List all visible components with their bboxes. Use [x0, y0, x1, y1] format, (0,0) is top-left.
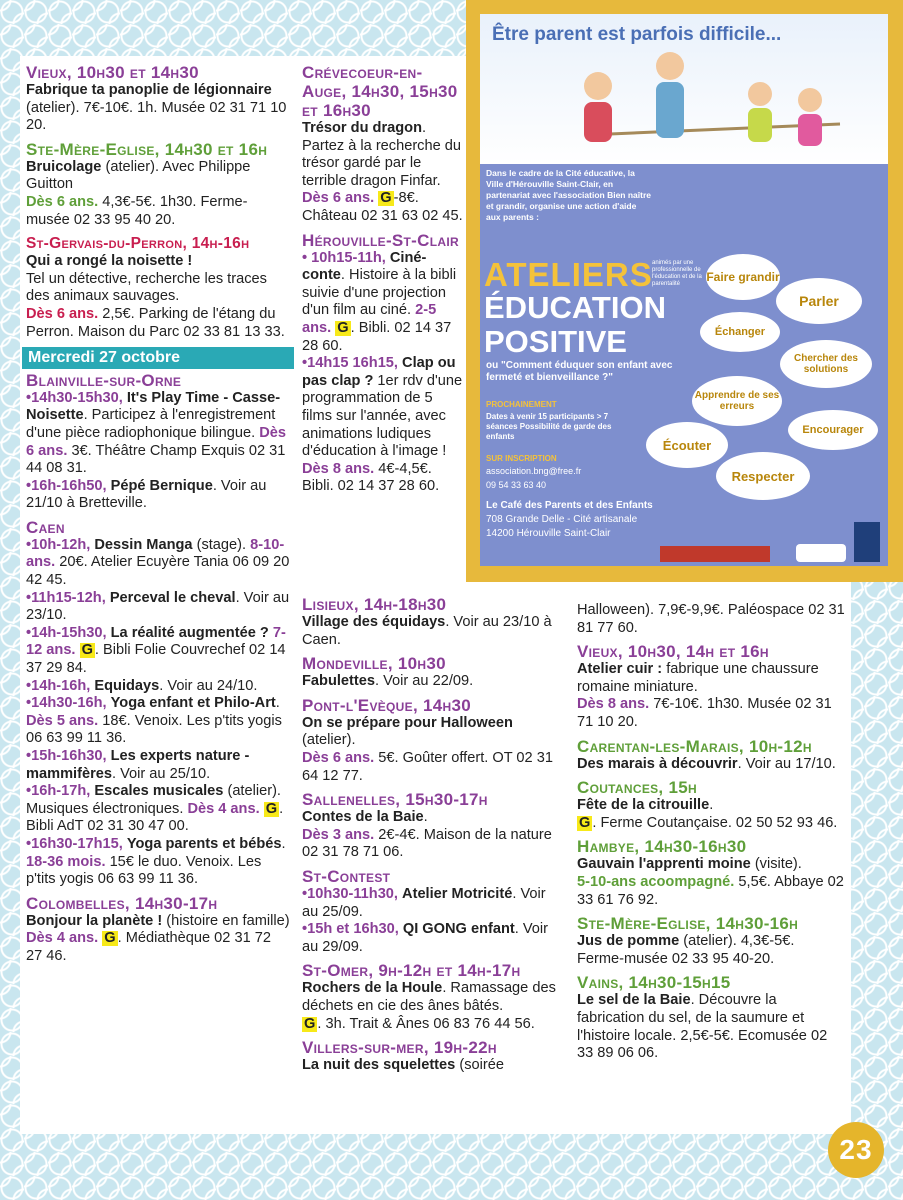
- poster-bubble: Écouter: [646, 422, 728, 468]
- city-heading: Crévecoeur-en-Auge, 14h30, 15h30 et 16h30: [302, 63, 458, 120]
- event: Fête de la citrouille. G . Ferme Coutançaise. 02 50 52 93 46.: [577, 797, 838, 831]
- event: Des marais à découvrir. Voir au 17/10.: [577, 755, 836, 772]
- event-continued: Halloween). 7,9€-9,9€. Paléospace 02 31 81 77 60.: [577, 602, 845, 636]
- poster-illustration-area: [480, 14, 888, 164]
- event: Contes de la Baie. Dès 3 ans. 2€-4€. Maison de la nature 02 31 78 71 06.: [302, 809, 552, 861]
- event: •16h-16h50, Pépé Bernique. Voir au 21/10 à Bretteville.: [26, 477, 267, 512]
- event: Trésor du dragon. Partez à la recherche du trésor gardé par le terrible dragon Finfar. Dès 6 ans. G -8€. Château 02 31 63 02 45.: [302, 120, 463, 224]
- poster-title-1: ATELIERS: [484, 256, 653, 293]
- gratuit-badge: G: [104, 930, 116, 947]
- city-heading: St-Gervais-du-Perron, 14h-16h: [26, 235, 250, 253]
- partner-logo-icon: [660, 546, 770, 562]
- city-heading: Lisieux, 14h-18h30: [302, 595, 447, 614]
- gratuit-badge: G: [265, 800, 278, 817]
- event: •15h-16h30, Les experts nature - mammifères. Voir au 25/10.: [26, 748, 250, 782]
- city-heading: Ste-Mère-Eglise, 14h30-16h: [577, 914, 799, 934]
- city-heading: Vieux, 10h30 et 14h30: [26, 63, 199, 82]
- gratuit-badge: G: [579, 814, 591, 831]
- event: •14h30-16h, Yoga enfant et Philo-Art. Dès 5 ans. 18€. Venoix. Les p'tits yogis 06 63 99 11 36.: [26, 695, 282, 747]
- cite-educative-logo-icon: [796, 544, 846, 562]
- poster-cafe-address-1: 708 Grande Delle - Cité artisanale: [486, 514, 638, 525]
- city-heading: Colombelles, 14h30-17h: [26, 893, 218, 913]
- city-heading: St-Omer, 9h-12h et 14h-17h: [302, 961, 521, 981]
- poster-title-3: POSITIVE: [484, 324, 627, 359]
- poster-intro: Dans le cadre de la Cité éducative, la Ville d'Hérouville Saint-Clair, en partenariat avec l'association Bien naître et grandir, organise une action d'aide aux parents :: [486, 168, 652, 222]
- poster-bubble: Respecter: [716, 452, 810, 500]
- poster-subtitle: ou "Comment éduquer son enfant avec fermeté et bienveillance ?": [486, 360, 673, 383]
- city-heading: Hambye, 14h30-16h30: [577, 837, 747, 857]
- event: Fabrique ta panoplie de légionnaire (atelier). 7€-10€. 1h. Musée 02 31 71 10 20.: [26, 82, 287, 134]
- event: •14h-15h30, La réalité augmentée ? 7-12 ans. G . Bibli Folie Couvrechef 02 14 37 29 84.: [26, 624, 286, 677]
- herouville-logo-icon: [854, 522, 880, 562]
- column-3: [577, 602, 845, 1063]
- event: •14h30-15h30, It's Play Time - Casse-Noisette. Participez à l'enregistrement d'une pièce radiophonique bilingue. Dès 6 ans. 3€. Théâtre Champ Exquis 02 31 44 08 31.: [26, 389, 287, 477]
- poster-headline: Être parent est parfois difficile...: [492, 24, 782, 45]
- city-heading: Mondeville, 10h30: [302, 654, 446, 674]
- event: •16h30-17h15, Yoga parents et bébés. 18-36 mois. 15€ le duo. Venoix. Les p'tits yogis 06 63 99 11 36.: [26, 835, 286, 888]
- poster-email: association.bng@free.fr: [486, 466, 582, 476]
- poster-bubble: Faire grandir: [706, 254, 780, 300]
- event: Rochers de la Houle. Ramassage des déchets en cie des ânes bâtés. G . 3h. Trait & Ânes 06 83 76 44 56.: [302, 980, 556, 1032]
- gratuit-badge: G: [81, 642, 93, 659]
- event: • 10h15-11h, Ciné-conte. Histoire à la bibli suivie d'une projection d'un film au ciné. 2-5 ans. G . Bibli. 02 14 37 28 60.: [302, 249, 457, 354]
- city-heading: St-Contest: [302, 866, 391, 886]
- city-heading: Hérouville-St-Clair: [302, 230, 459, 250]
- event: •16h-17h, Escales musicales (atelier). Musiques électroniques. Dès 4 ans. G . Bibli AdT 02 31 30 47 00.: [26, 783, 284, 835]
- event: Gauvain l'apprenti moine (visite). 5-10-ans acoompagné. 5,5€. Abbaye 02 33 61 76 92.: [577, 856, 844, 908]
- gratuit-badge: G: [304, 1015, 316, 1032]
- event: •10h30-11h30, Atelier Motricité. Voir au 25/09.: [302, 885, 546, 920]
- poster-bubble: Parler: [776, 278, 862, 324]
- poster-ad: [466, 0, 903, 582]
- gratuit-badge: G: [337, 319, 349, 336]
- city-heading: Pont-l'Evèque, 14h30: [302, 695, 471, 715]
- column-2: [302, 58, 464, 496]
- gratuit-badge: G: [380, 190, 392, 207]
- city-heading: Sallenelles, 15h30-17h: [302, 790, 488, 810]
- page-number: 23: [828, 1122, 884, 1178]
- column-1: [26, 58, 290, 966]
- city-heading: Blainville-sur-Orne: [26, 370, 182, 390]
- city-heading: Carentan-les-Marais, 10h-12h: [577, 736, 812, 756]
- city-heading: Vains, 14h30-15h15: [577, 973, 731, 993]
- poster-bubble: Chercher des solutions: [780, 340, 872, 388]
- poster-bubble: Échanger: [700, 312, 780, 352]
- event: Le sel de la Baie. Découvre la fabrication du sel, de la saumure et l'histoire locale. 2,5€-5€. Ecomusée 02 33 89 06 06.: [577, 992, 828, 1062]
- poster-prochainement-label: PROCHAINEMENT: [486, 400, 557, 409]
- poster-inscription-label: SUR INSCRIPTION: [486, 454, 557, 463]
- event: La nuit des squelettes (soirée: [302, 1057, 504, 1074]
- event: •14h-16h, Equidays. Voir au 24/10.: [26, 677, 258, 694]
- event: On se prépare pour Halloween (atelier). Dès 6 ans. 5€. Goûter offert. OT 02 31 64 12 77.: [302, 714, 553, 784]
- event: Fabulettes. Voir au 22/09.: [302, 673, 474, 690]
- poster-inner: [480, 14, 888, 566]
- poster-side-note: animés par une professionnelle de l'éducation et de la parentalité: [652, 260, 702, 287]
- event: Bruicolage (atelier). Avec Philippe Guitton Dès 6 ans. 4,3€-5€. 1h30. Ferme-musée 02 33 95 40 20.: [26, 158, 251, 228]
- event: Atelier cuir : fabrique une chaussure romaine miniature. Dès 8 ans. 7€-10€. 1h30. Musée 02 31 71 10 20.: [577, 661, 832, 730]
- poster-title-2: ÉDUCATION: [484, 290, 666, 325]
- poster-bubble: Encourager: [788, 410, 878, 450]
- city-heading: Coutances, 15h: [577, 778, 697, 798]
- poster-prochainement-text: Dates à venir 15 participants > 7 séances Possibilité de garde des enfants: [486, 412, 612, 441]
- column-2-lower: [302, 590, 558, 1075]
- city-heading: Ste-Mère-Eglise, 14h30 et 16h: [26, 139, 268, 159]
- event: Bonjour la planète ! (histoire en famille) Dès 4 ans. G . Médiathèque 02 31 72 27 46.: [26, 912, 290, 964]
- event: Jus de pomme (atelier). 4,3€-5€. Ferme-musée 02 33 95 40-20.: [577, 933, 795, 967]
- event: •14h15 16h15, Clap ou pas clap ? 1er rdv d'une programmation de 5 films sur l'année, avec animations ludiques d'éducation à l'image ! Dès 8 ans. 4€-4,5€. Bibli. 02 14 37 28 60.: [302, 355, 463, 495]
- city-heading: Villers-sur-mer, 19h-22h: [302, 1038, 497, 1058]
- city-heading: Vieux, 10h30, 14h et 16h: [577, 642, 769, 662]
- city-heading: Caen: [26, 517, 65, 537]
- poster-info-area: [480, 164, 888, 566]
- poster-cafe-name: Le Café des Parents et des Enfants: [486, 500, 653, 511]
- poster-phone: 09 54 33 63 40: [486, 480, 547, 490]
- poster-cafe-address-2: 14200 Hérouville Saint-Clair: [486, 528, 611, 539]
- tug-of-war-illustration-icon: [480, 14, 888, 164]
- event: •10h-12h, Dessin Manga (stage). 8-10-ans. 20€. Atelier Ecuyère Tania 06 09 20 42 45.: [26, 536, 290, 589]
- event: Village des équidays. Voir au 23/10 à Caen.: [302, 614, 552, 648]
- event: •11h15-12h, Perceval le cheval. Voir au 23/10.: [26, 589, 290, 624]
- poster-bubble: Apprendre de ses erreurs: [692, 376, 782, 426]
- event: Qui a rongé la noisette ! Tel un détective, recherche les traces des animaux sauvages. Dès 6 ans. 2,5€. Parking de l'étang du Perron. Maison du Parc 02 33 81 13 33.: [26, 253, 285, 340]
- event: •15h et 16h30, QI GONG enfant. Voir au 29/09.: [302, 921, 548, 955]
- date-band: Mercredi 27 octobre: [22, 347, 294, 369]
